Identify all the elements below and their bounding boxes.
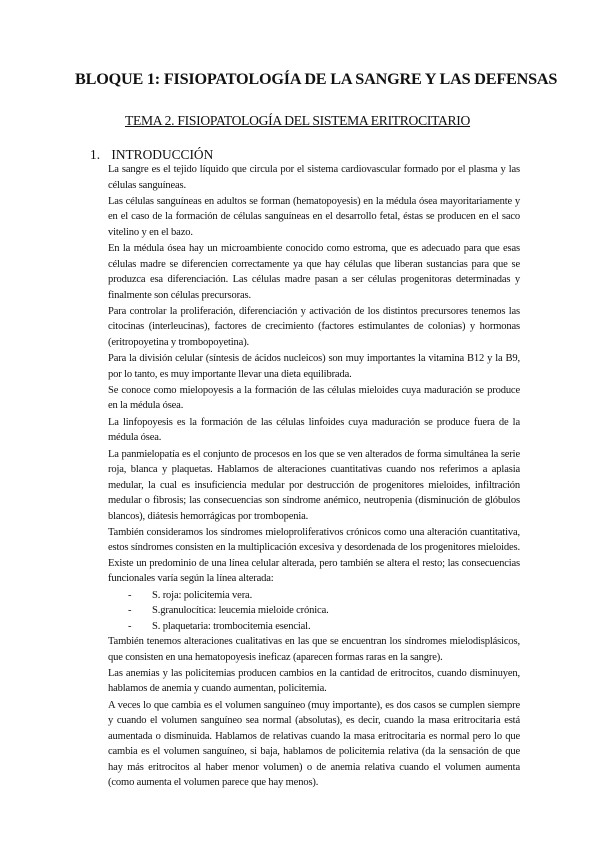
paragraph: La panmielopatía es el conjunto de procesos en los que se ven alterados de forma simultánea la serie roja, blanca y plaquetas. Hablamos de alteraciones cuantitativas cuando nos referimos a aplasia medular, la cual es insuficiencia medular por destrucción de progenitores mieloides, infiltración medular o fibrosis; las consecuencias son síndrome anémico, neutropenia (disminución de glóbulos blancos), diátesis hemorrágicas por trombopenia. xyxy=(108,448,520,522)
section-heading xyxy=(90,147,213,163)
list-marker: - xyxy=(128,589,132,601)
list-item xyxy=(128,603,520,619)
paragraph: Para la división celular (síntesis de ácidos nucleicos) son muy importantes la vitamina B12 y la B9, por lo tanto, es muy importante llevar una dieta equilibrada. xyxy=(108,353,520,380)
list-item xyxy=(128,588,520,604)
section-body xyxy=(108,162,520,792)
paragraph: A veces lo que cambia es el volumen sanguíneo (muy importante), es dos casos se cumplen siempre y cuando el volumen sanguíneo sea normal (absolutas), es decir, cuando la masa eritrocitaria está aumentada o disminuida. Hablamos de relativas cuando la masa eritrocitaria es normal pero lo que cambia es el volumen sanguíneo, si baja, hablamos de policitemia relativa (da la sensación de que hay más eritrocitos al haber menor volumen) o de anemia relativa cuando el volumen aumenta (como aumenta el volumen parece que hay menos). xyxy=(108,699,520,789)
section-title: INTRODUCCIÓN xyxy=(111,147,214,162)
paragraph: Las anemias y las policitemias producen cambios en la cantidad de eritrocitos, cuando disminuyen, hablamos de anemia y cuando aumentan, policitemia. xyxy=(108,667,520,695)
list-marker: - xyxy=(128,620,132,632)
paragraph: También tenemos alteraciones cualitativas en las que se encuentran los síndromes mielodisplásicos, que consisten en una hematopoyesis ineficaz (aparecen formas raras en la sangre). xyxy=(108,636,520,663)
list-item-text: S.granulocítica: leucemia mieloide crónica. xyxy=(152,605,329,617)
list-item-text: S. roja: policitemia vera. xyxy=(152,589,253,601)
paragraph: Para controlar la proliferación, diferenciación y activación de los distintos precursores tenemos las citocinas (interleucinas), factores de crecimiento (factores estimulantes de colonias) y hormonas (eritropoyetina y trombopoyetina). xyxy=(108,305,520,348)
paragraph: También consideramos los síndromes mieloproliferativos crónicos como una alteración cuantitativa, estos síndromes consisten en la multiplicación excesiva y desordenada de los progenitores mieloides. Existe un predominio de una línea celular alterada, pero también se altera el resto; las consecuencias funcionales varía según la línea alterada: xyxy=(108,526,520,585)
bullet-list xyxy=(108,588,520,635)
topic-title: TEMA 2. FISIOPATOLOGÍA DEL SISTEMA ERITROCITARIO xyxy=(125,113,471,128)
list-marker: - xyxy=(128,605,132,617)
paragraph: La sangre es el tejido líquido que circula por el sistema cardiovascular formado por el plasma y las células sanguíneas. xyxy=(108,164,520,191)
paragraph: Las células sanguíneas en adultos se forman (hematopoyesis) en la médula ósea mayoritariamente y en el caso de la formación de células sanguíneas en el desarrollo fetal, éstas se producen en el saco vitelino y en el bazo. xyxy=(108,195,520,238)
block-title: BLOQUE 1: FISIOPATOLOGÍA DE LA SANGRE Y LAS DEFENSAS xyxy=(75,70,558,88)
list-item-text: S. plaquetaria: trombocitemia esencial. xyxy=(152,620,311,632)
list-item xyxy=(128,619,520,635)
paragraph: En la médula ósea hay un microambiente conocido como estroma, que es adecuado para que esas células madre se diferencien correctamente ya que hay células que liberan sustancias para que se produzca esa diferenciación. Las células madre pasan a ser células progenitoras determinadas y finalmente son células precursoras. xyxy=(108,243,520,301)
section-number: 1. xyxy=(90,147,101,162)
paragraph: La linfopoyesis es la formación de las células linfoides cuya maduración se produce fuera de la médula ósea. xyxy=(108,416,520,444)
paragraph: Se conoce como mielopoyesis a la formación de las células mieloides cuya maduración se produce en la médula ósea. xyxy=(108,384,520,412)
